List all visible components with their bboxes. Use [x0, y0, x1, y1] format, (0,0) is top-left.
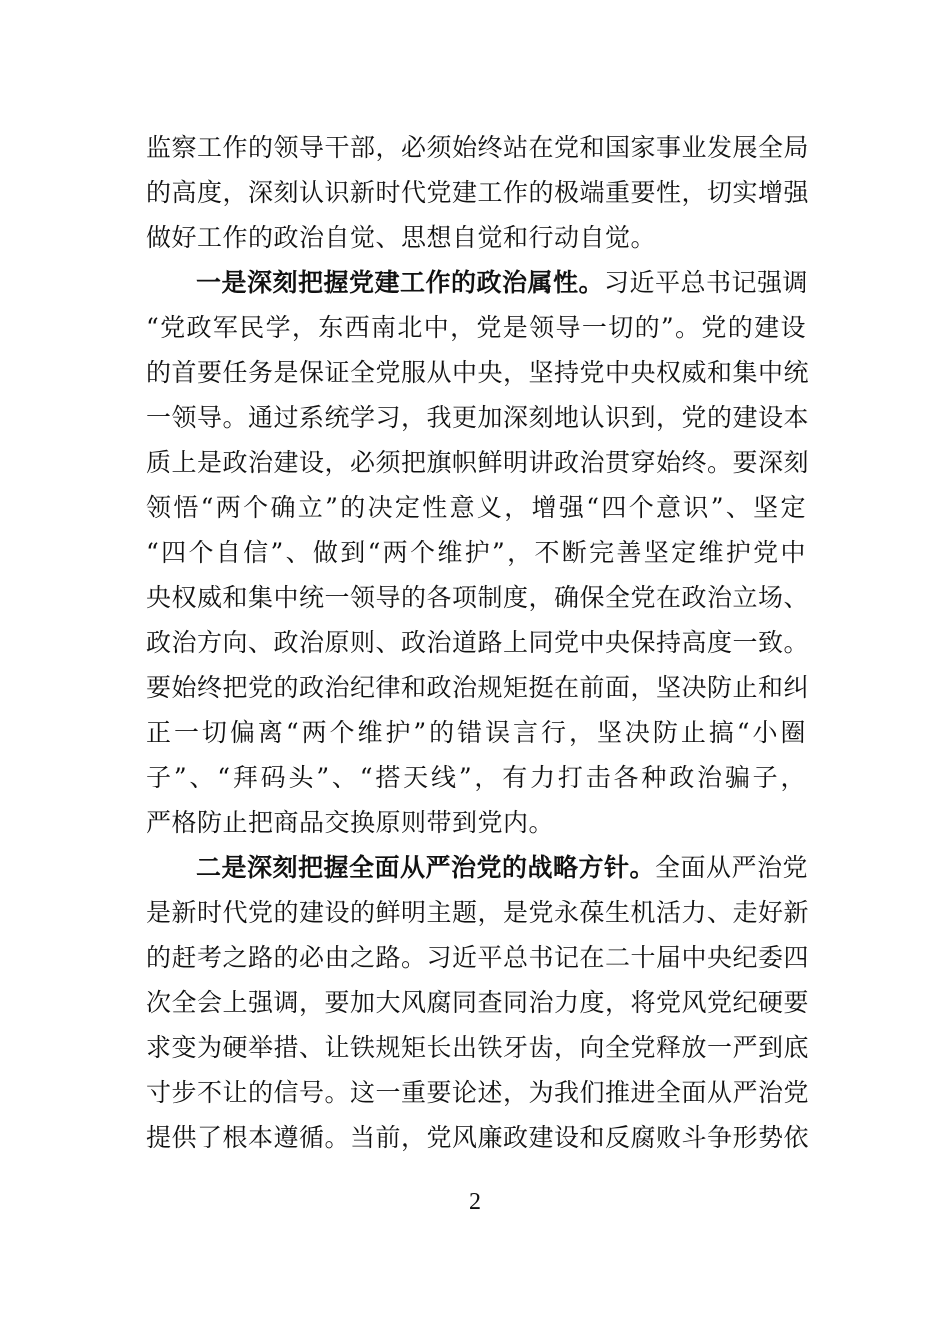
paragraph-2-line-6: 领悟“两个确立”的决定性意义，增强“四个意识”、坚定 — [146, 493, 807, 522]
paragraph-2-line-1-text: 习近平总书记强调 — [604, 268, 809, 297]
paragraph-2-heading: 一是深刻把握党建工作的政治属性。 — [196, 268, 605, 297]
paragraph-2-line-5: 质上是政治建设，必须把旗帜鲜明讲政治贯穿始终。要深刻 — [146, 448, 810, 477]
paragraph-1-line-2: 的高度，深刻认识新时代党建工作的极端重要性，切实增强 — [146, 178, 810, 207]
paragraph-1-line-1: 监察工作的领导干部，必须始终站在党和国家事业发展全局 — [146, 133, 810, 162]
paragraph-2-line-10: 要始终把党的政治纪律和政治规矩挺在前面，坚决防止和纠 — [146, 673, 810, 702]
paragraph-1-line-3: 做好工作的政治自觉、思想自觉和行动自觉。 — [146, 223, 657, 252]
paragraph-3-line-7: 提供了根本遵循。当前，党风廉政建设和反腐败斗争形势依 — [146, 1123, 810, 1152]
page-number: 2 — [469, 1189, 481, 1215]
paragraph-3-line-4: 次全会上强调，要加大风腐同查同治力度，将党风党纪硬要 — [146, 988, 810, 1017]
paragraph-2-line-1 — [196, 261, 809, 305]
paragraph-3-line-1 — [196, 846, 809, 890]
paragraph-2-line-13: 严格防止把商品交换原则带到党内。 — [146, 808, 555, 837]
paragraph-2-line-3: 的首要任务是保证全党服从中央，坚持党中央权威和集中统 — [146, 358, 810, 387]
paragraph-2-line-2: “党政军民学，东西南北中，党是领导一切的”。党的建设 — [146, 313, 806, 342]
paragraph-3-line-1-text: 全面从严治党 — [655, 853, 809, 882]
paragraph-3-line-6: 寸步不让的信号。这一重要论述，为我们推进全面从严治党 — [146, 1078, 810, 1107]
paragraph-3-line-2: 是新时代党的建设的鲜明主题，是党永葆生机活力、走好新 — [146, 898, 810, 927]
paragraph-2-line-12: 子”、“拜码头”、“搭天线”，有力打击各种政治骗子， — [146, 763, 806, 792]
paragraph-3-heading: 二是深刻把握全面从严治党的战略方针。 — [196, 853, 656, 882]
paragraph-2-line-8: 央权威和集中统一领导的各项制度，确保全党在政治立场、 — [146, 583, 810, 612]
paragraph-3-line-5: 求变为硬举措、让铁规矩长出铁牙齿，向全党释放一严到底 — [146, 1033, 810, 1062]
paragraph-2-line-4: 一领导。通过系统学习，我更加深刻地认识到，党的建设本 — [146, 403, 810, 432]
paragraph-3-line-3: 的赶考之路的必由之路。习近平总书记在二十届中央纪委四 — [146, 943, 810, 972]
paragraph-2-line-11: 正一切偏离“两个维护”的错误言行，坚决防止搞“小圈 — [146, 718, 806, 747]
paragraph-2-line-9: 政治方向、政治原则、政治道路上同党中央保持高度一致。 — [146, 628, 810, 657]
paragraph-2-line-7: “四个自信”、做到“两个维护”，不断完善坚定维护党中 — [146, 538, 806, 567]
